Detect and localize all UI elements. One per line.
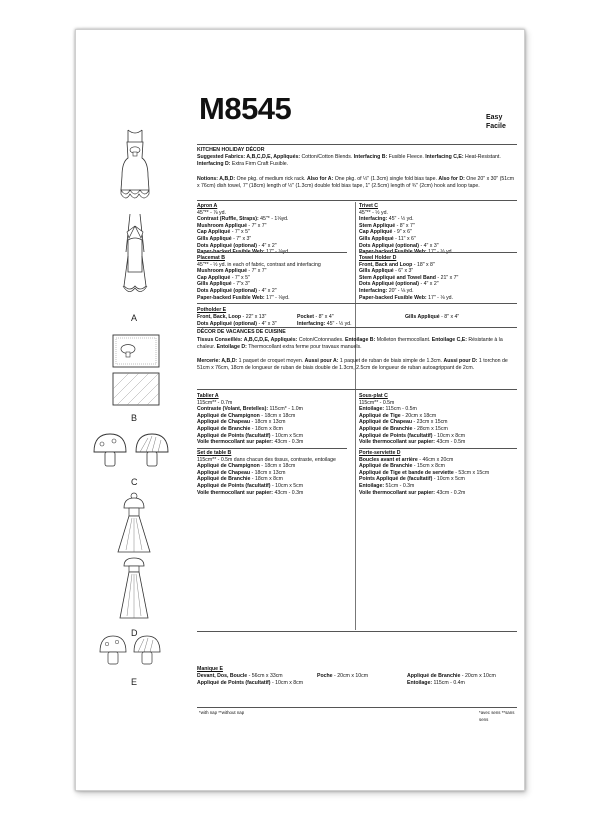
fr-title: DÉCOR DE VACANCES DE CUISINE bbox=[197, 329, 286, 335]
requirement-row bbox=[359, 463, 509, 470]
value-text: 1 paquet de ruban de biais simple de 1.3cm. bbox=[338, 358, 444, 364]
value-text: 115cm - 0.5m bbox=[384, 406, 417, 413]
bold-label: Entoilage: bbox=[407, 679, 433, 686]
value-text: 45" - ½ yd. bbox=[387, 216, 414, 223]
requirement-row bbox=[359, 288, 509, 295]
requirement-row bbox=[359, 295, 509, 302]
requirement-row bbox=[197, 439, 347, 446]
divider bbox=[197, 448, 347, 449]
value-text: - 10cm x 5cm bbox=[270, 482, 304, 489]
requirement-row bbox=[197, 470, 347, 477]
value-text: - 10cm x 5cm bbox=[432, 476, 465, 483]
bold-label: Notions: A,B,D: bbox=[197, 176, 236, 182]
value-text: - 8" x 7" bbox=[395, 222, 415, 229]
difficulty-fr: Facile bbox=[486, 123, 506, 130]
en-title: KITCHEN HOLIDAY DÉCOR bbox=[197, 147, 265, 153]
view-drawings bbox=[76, 30, 188, 790]
divider bbox=[197, 631, 517, 632]
bold-label: Appliqué de Points (facultatif) bbox=[197, 432, 271, 439]
bold-label: Appliqué de Points (facultatif) bbox=[359, 432, 433, 439]
divider bbox=[197, 389, 517, 390]
requirement-row bbox=[359, 490, 509, 497]
divider bbox=[359, 252, 517, 253]
fr-fabrics bbox=[197, 337, 517, 350]
value-text: - 8" x 4" bbox=[439, 314, 460, 320]
value-text: - 7" x 7" bbox=[246, 222, 267, 229]
divider bbox=[197, 252, 347, 253]
value-text: 45"* - 1⅛yd. bbox=[258, 216, 289, 223]
apron-back-drawing bbox=[118, 212, 152, 307]
value-text: 115cm* - 1.0m bbox=[268, 406, 303, 413]
en-apron: Apron A 45"** - ⅞ yd. Contrast (Ruffle, Straps): 45"* - 1⅛yd. Mushroom Appliqué - 7" x 7" Cap Appliqué - 7" x 5" Gills Appliqué - 7" x 3" Dots Appliqué (optional) - 4" x 2" Paper-backed Fusible Web: 17" - ⅛yd. bbox=[197, 203, 347, 256]
bold-label: Gills Appliqué bbox=[197, 281, 232, 288]
bold-label: Gills Appliqué bbox=[405, 314, 440, 320]
fr-set-de-table: Set de table B 115cm** - 0.5m dans chacun des tissus, contraste, entoilage Appliqué de Champignon - 18cm x 18cm Appliqué de Chapeau - 18cm x 13cm Appliqué de Branchie - 18cm x 8cm Appliqué de Points (facultatif) - 10cm x 5cm Voile thermocollant sur papier: 43cm - 0.3m bbox=[197, 450, 347, 496]
bold-label: Boucles avant et arrière bbox=[359, 456, 418, 463]
bold-label: Interfacing: bbox=[297, 320, 326, 327]
value-text: 17" - ⅛yd. bbox=[264, 294, 290, 301]
bold-label: Suggested Fabrics: A,B,C,D,E, Appliqués: bbox=[197, 154, 301, 160]
requirement-row bbox=[359, 268, 509, 275]
bold-label: Interfacing: bbox=[359, 287, 388, 294]
bold-label: Voile thermocollant sur papier: bbox=[197, 439, 274, 446]
value-text: - 20cm x 10cm bbox=[332, 673, 369, 679]
bold-label: Appliqué de Branchie bbox=[359, 425, 413, 432]
bold-label: Appliqué de Tige et bande de serviette bbox=[359, 469, 454, 476]
fr-porte-serviette: Porte-serviette D Boucles avant et arrière - 46cm x 20cm Appliqué de Branchie - 15cm x 8cm Appliqué de Tige et bande de serviette - 53cm x 15cm Points Appliqué de (facultatif) - 10cm x 5cm Entoilage: 51cm - 0.3m Voile thermocollant sur papier: 43cm - 0.2m bbox=[359, 450, 509, 496]
trivet-drawing bbox=[90, 432, 174, 476]
bold-label: Interfacing C,E: bbox=[425, 154, 464, 160]
value-text: - 46cm x 20cm bbox=[417, 456, 454, 463]
bold-label: Appliqué de Champignon bbox=[197, 412, 260, 419]
value-text: 43cm - 0.2m bbox=[435, 489, 466, 496]
en-placemat: Placemat B 45"** - ½ yd. in each of fabric, contrast and interfacing Mushroom Appliqué - 7" x 7" Cap Appliqué - 7" x 5" Gills Appliqué - 7"x 3" Dots Appliqué (optional) - 4" x 2" Paper-backed Fusible Web: 17" - ⅛yd. bbox=[197, 255, 347, 301]
requirement-row bbox=[359, 439, 509, 446]
requirement-row bbox=[407, 680, 557, 687]
bold-label: Interfacing B: bbox=[353, 154, 388, 160]
view-letter-e: E bbox=[131, 677, 138, 687]
bold-label: Aussi pour D: bbox=[443, 358, 478, 364]
value-text: One pkg. of ½" (1.3cm) single fold bias tape. bbox=[333, 176, 439, 182]
requirement-row bbox=[197, 236, 347, 243]
potholder-drawing bbox=[98, 634, 164, 672]
value-text: - 22" x 13" bbox=[241, 314, 267, 320]
value-text: - 6" x 3" bbox=[393, 268, 414, 275]
bold-label: Dots Appliqué (optional) bbox=[359, 242, 420, 249]
bold-label: Appliqué de Branchie bbox=[359, 463, 413, 470]
bold-label: Contraste (Volant, Bretelles): bbox=[197, 406, 269, 413]
difficulty-en: Easy bbox=[486, 114, 503, 121]
requirement-row bbox=[359, 216, 509, 223]
value-text: - 7" x 3" bbox=[231, 235, 252, 242]
value-text: - 18cm x 18cm bbox=[259, 412, 296, 419]
bold-label: Appliqué de Points (facultatif) bbox=[197, 679, 271, 686]
value-text: One pkg. of medium rick rack. bbox=[235, 176, 307, 182]
fr-sous-plat: Sous-plat C 115cm** - 0.5m Entoilage: 115cm - 0.5m Appliqué de Tige - 20cm x 18cm Appliqué de Chapeau - 23cm x 15cm Appliqué de Branchie - 28cm x 15cm Appliqué de Points (facultatif) - 10cm x 8cm Voile thermocollant sur papier: 43cm - 0.5m bbox=[359, 393, 509, 446]
requirement-row bbox=[359, 243, 509, 250]
value-text: - 18cm x 8cm bbox=[250, 476, 283, 483]
bold-label: Gills Appliqué bbox=[359, 235, 394, 242]
placemat-drawing bbox=[111, 333, 161, 409]
requirement-row bbox=[359, 229, 509, 236]
bold-label: Dots Appliqué (optional) bbox=[197, 242, 258, 249]
value-text: Thermocollant extra ferme pour travaux manuels. bbox=[246, 343, 362, 350]
requirement-row bbox=[197, 268, 347, 275]
bold-label: Paper-backed Fusible Web: bbox=[197, 249, 265, 256]
value-text: 1 torchon de 51cm x 76cm, 18cm de longueur de ruban de biais double de 1.3cm, 2.5cm de longueur de ruban autoagrippant de 2cm. bbox=[197, 358, 508, 371]
en-potholder: Potholder E Front, Back, Loop - 22" x 13" Dots Appliqué (optional) - 4" x 3" Pocket - 8" x 4" Interfacing: 45" - ½ yd. Gills Appliqué - 8" x 4" bbox=[197, 307, 517, 314]
requirement-row bbox=[197, 426, 347, 433]
requirement-row bbox=[359, 426, 509, 433]
divider bbox=[197, 200, 517, 201]
value-text: - 11" x 6" bbox=[393, 235, 416, 242]
value-text: 20" - ⅛ yd. bbox=[387, 287, 414, 294]
bold-label: Tissus Conseillés: A,B,C,D,E, Appliqués: bbox=[197, 337, 298, 343]
value-text: - 18cm x 13cm bbox=[250, 419, 286, 426]
bold-label: Appliqué de Champignon bbox=[197, 463, 260, 470]
requirement-row bbox=[359, 413, 509, 420]
difficulty-label bbox=[486, 113, 506, 131]
bold-label: Also for D: bbox=[438, 176, 465, 182]
view-letter-d: D bbox=[131, 628, 138, 638]
value-text: - 7" x 5" bbox=[230, 229, 250, 236]
requirement-row bbox=[359, 483, 509, 490]
footnote-en: *with nap **without nap bbox=[199, 710, 245, 715]
bold-label: Dots Appliqué (optional) bbox=[197, 320, 258, 327]
bold-label: Entoilage C,E: bbox=[431, 337, 467, 343]
value-text: Extra Firm Craft Fusible. bbox=[230, 160, 289, 167]
bold-label: Mushroom Appliqué bbox=[197, 268, 247, 275]
requirement-row bbox=[197, 476, 347, 483]
value-text: 45"** - ½ yd. in each of fabric, contrast and interfacing bbox=[197, 261, 321, 268]
value-text: 17" - ⅛yd. bbox=[264, 249, 290, 256]
value-text: - 4" x 2" bbox=[257, 287, 277, 294]
value-text: Résistante à la chaleur. bbox=[197, 337, 503, 350]
value-text: - 28cm x 15cm bbox=[412, 425, 448, 432]
requirement-row bbox=[359, 275, 509, 282]
value-text: - 18cm x 13cm bbox=[250, 469, 286, 476]
value-text: Cotton/Cotton Blends. bbox=[300, 154, 354, 160]
requirement-row bbox=[359, 406, 509, 413]
requirement-row bbox=[197, 275, 347, 282]
view-letter-a: A bbox=[131, 313, 138, 323]
value-text: - 10cm x 5cm bbox=[270, 432, 304, 439]
bold-label: Paper-backed Fusible Web: bbox=[359, 294, 427, 301]
bold-label: Voile thermocollant sur papier: bbox=[359, 489, 436, 496]
pattern-envelope-back bbox=[75, 29, 525, 791]
value-text: - 18" x 8" bbox=[412, 261, 435, 268]
value-text: 17" - ⅓ yd. bbox=[426, 249, 454, 256]
bold-label: Appliqué de Branchie bbox=[407, 673, 461, 679]
requirement-row bbox=[197, 463, 347, 470]
divider bbox=[197, 303, 517, 304]
value-text: - 4" x 2" bbox=[419, 281, 439, 288]
bold-label: Points Appliqué de (facultatif) bbox=[359, 476, 433, 483]
value-text: 43cm - 0.5m bbox=[435, 439, 466, 446]
value-text: - 10cm x 8cm bbox=[270, 679, 304, 686]
bold-label: Devant, Dos, Boucle bbox=[197, 673, 248, 679]
pattern-number: M8545 bbox=[199, 91, 292, 126]
divider bbox=[197, 707, 517, 708]
requirement-row bbox=[359, 262, 509, 269]
requirement-row bbox=[197, 295, 347, 302]
value-text: - 10cm x 8cm bbox=[432, 432, 466, 439]
requirement-row bbox=[197, 400, 347, 407]
bold-label: Appliqué de Chapeau bbox=[197, 469, 251, 476]
value-text: 43cm - 0.3m bbox=[273, 439, 304, 446]
divider bbox=[197, 144, 517, 145]
requirement-row bbox=[197, 419, 347, 426]
bold-label: Contrast (Ruffle, Straps): bbox=[197, 216, 259, 223]
value-text: 51cm - 0.3m bbox=[384, 482, 415, 489]
requirement-row bbox=[197, 262, 347, 269]
bold-label: Entoilage D: bbox=[216, 343, 247, 350]
requirement-row bbox=[197, 413, 347, 420]
value-text: - 18cm x 8cm bbox=[250, 425, 283, 432]
bold-label: Aussi pour A: bbox=[304, 358, 339, 364]
bold-label: Dots Appliqué (optional) bbox=[197, 287, 258, 294]
bold-label: Interfacing D: bbox=[197, 160, 231, 167]
en-trivet: Trivet C 45"** - ½ yd. Interfacing: 45" - ½ yd. Stem Appliqué - 8" x 7" Cap Appliqué - 9" x 6" Gills Appliqué - 11" x 6" Dots Appliqué (optional) - 4" x 3" Paper-backed Fusible Web: 17" - ⅓ yd. bbox=[359, 203, 509, 256]
bold-label: Interfacing: bbox=[359, 216, 388, 223]
bold-label: Paper-backed Fusible Web: bbox=[197, 294, 265, 301]
value-text: - 4" x 3" bbox=[419, 242, 439, 249]
requirement-row bbox=[359, 476, 509, 483]
requirement-row bbox=[197, 288, 347, 295]
en-notions bbox=[197, 176, 517, 189]
value-text: - 20cm x 10cm bbox=[460, 673, 496, 679]
requirement-row bbox=[197, 680, 347, 687]
value-text: - 21" x 7" bbox=[435, 274, 459, 281]
column-divider bbox=[355, 202, 356, 408]
requirement-row bbox=[407, 673, 557, 680]
bold-label: Voile thermocollant sur papier: bbox=[197, 489, 274, 496]
requirement-row bbox=[359, 419, 509, 426]
requirement-row bbox=[197, 223, 347, 230]
value-text: Coton/Cotonnades. bbox=[297, 337, 345, 343]
bold-label: Paper-backed Fusible Web: bbox=[359, 249, 427, 256]
bold-label: Also for A: bbox=[306, 176, 334, 182]
view-letter-b: B bbox=[131, 413, 138, 423]
footnote-fr: *avec sens **sans sens bbox=[479, 710, 515, 722]
requirement-row bbox=[359, 470, 509, 477]
bold-label: Front, Back and Loop bbox=[359, 261, 413, 268]
value-text: - 9" x 6" bbox=[392, 229, 412, 236]
bold-label: Dots Appliqué (optional) bbox=[359, 281, 420, 288]
bold-label: Stem Appliqué bbox=[359, 222, 396, 229]
value-text: - 23cm x 15cm bbox=[412, 419, 448, 426]
value-text: 17" - ⅛ yd. bbox=[426, 294, 454, 301]
requirement-row bbox=[197, 243, 347, 250]
requirement-row bbox=[197, 216, 347, 223]
requirement-row bbox=[197, 483, 347, 490]
value-text: 115cm - 0.4m bbox=[432, 679, 465, 686]
requirement-row bbox=[197, 406, 347, 413]
value-text: 45"** - ⅞ yd. bbox=[197, 209, 226, 216]
requirement-row bbox=[359, 223, 509, 230]
requirement-row bbox=[197, 433, 347, 440]
bold-label: Appliqué de Branchie bbox=[197, 476, 251, 483]
en-towel-holder: Towel Holder D Front, Back and Loop - 18" x 8" Gills Appliqué - 6" x 3" Stem Appliqué and Towel Band - 21" x 7" Dots Appliqué (optional) - 4" x 2" Interfacing: 20" - ⅛ yd. Paper-backed Fusible Web: 17" - ⅛ yd. bbox=[359, 255, 509, 301]
bold-label: Appliqué de Chapeau bbox=[197, 419, 251, 426]
bold-label: Entoilage: bbox=[359, 406, 385, 413]
value-text: 45"** - ½ yd. bbox=[359, 209, 388, 216]
bold-label: Cap Appliqué bbox=[197, 274, 231, 281]
requirement-row bbox=[359, 457, 509, 464]
value-text: - 53cm x 15cm bbox=[453, 469, 490, 476]
value-text: 45" - ½ yd. bbox=[325, 320, 352, 327]
fr-notions bbox=[197, 358, 517, 371]
bold-label: Cap Appliqué bbox=[197, 229, 231, 236]
value-text: - 56cm x 33cm bbox=[247, 673, 283, 679]
value-text: Heat-Resistant. bbox=[463, 154, 501, 160]
requirement-row bbox=[197, 210, 347, 217]
value-text: 115cm** - 0.5m dans chacun des tissus, contraste, entoilage bbox=[197, 456, 336, 463]
bold-label: Appliqué de Tige bbox=[359, 412, 401, 419]
bold-label: Front, Back, Loop bbox=[197, 314, 242, 320]
value-text: One 20" x 30" (51cm x 76cm) dish towel, 7" (18cm) length of ½" (1.3cm) double fold bias tape, 1" (2.5cm) length of ¾" (2cm) hook and loop tape. bbox=[197, 176, 515, 189]
value-text: - 15cm x 8cm bbox=[412, 463, 445, 470]
value-text: 1 paquet de croquet moyen. bbox=[237, 358, 305, 364]
value-text: 43cm - 0.3m bbox=[273, 489, 304, 496]
divider bbox=[359, 448, 517, 449]
bold-label: Stem Appliqué and Towel Band bbox=[359, 274, 436, 281]
requirement-row bbox=[197, 490, 347, 497]
bold-label: Entoilage: bbox=[359, 482, 385, 489]
requirement-row bbox=[197, 281, 347, 288]
value-text: Fusible Fleece. bbox=[387, 154, 426, 160]
requirement-row bbox=[359, 400, 509, 407]
bold-label: Appliqué de Branchie bbox=[197, 425, 251, 432]
value-text: 115cm** - 0.5m bbox=[359, 399, 395, 406]
fr-manique: Manique E Devant, Dos, Boucle - 56cm x 33cm Appliqué de Points (facultatif) - 10cm x 8cm Poche - 20cm x 10cm Appliqué de Branchie - 20cm x 10cm Entoilage: 115cm - 0.4m bbox=[197, 666, 517, 673]
bold-label: Appliqué de Chapeau bbox=[359, 419, 413, 426]
value-text: - 7" x 5" bbox=[230, 274, 250, 281]
value-text: - 7" x 7" bbox=[246, 268, 267, 275]
bold-label: Gills Appliqué bbox=[197, 235, 232, 242]
value-text: - 20cm x 18cm bbox=[400, 412, 437, 419]
requirement-row bbox=[197, 229, 347, 236]
requirement-row bbox=[197, 457, 347, 464]
value-text: Molleton thermocollant. bbox=[375, 337, 432, 343]
bold-label: Cap Appliqué bbox=[359, 229, 393, 236]
value-text: - 7"x 3" bbox=[231, 281, 250, 288]
requirement-row bbox=[359, 236, 509, 243]
apron-front-drawing bbox=[118, 128, 152, 210]
value-text: - 8" x 4" bbox=[314, 314, 334, 320]
column-divider bbox=[355, 390, 356, 630]
divider bbox=[197, 327, 517, 328]
view-letter-c: C bbox=[131, 477, 138, 487]
value-text: - 18cm x 18cm bbox=[259, 463, 296, 470]
bold-label: Appliqué de Points (facultatif) bbox=[197, 482, 271, 489]
towel-holder-drawing bbox=[112, 492, 156, 628]
bold-label: Entoilage B: bbox=[345, 337, 376, 343]
value-text: - 4" x 2" bbox=[257, 242, 277, 249]
bold-label: Pocket bbox=[297, 314, 315, 320]
requirement-row bbox=[405, 314, 555, 321]
bold-label: Mercerie: A,B,D: bbox=[197, 358, 238, 364]
value-text: 115cm** - 0.7m bbox=[197, 399, 233, 406]
value-text: - 4" x 3" bbox=[257, 320, 277, 327]
bold-label: Gills Appliqué bbox=[359, 268, 394, 275]
bold-label: Poche bbox=[317, 673, 333, 679]
bold-label: Mushroom Appliqué bbox=[197, 222, 247, 229]
requirement-row bbox=[359, 281, 509, 288]
fr-tablier: Tablier A 115cm** - 0.7m Contraste (Volant, Bretelles): 115cm* - 1.0m Appliqué de Champignon - 18cm x 18cm Appliqué de Chapeau - 18cm x 13cm Appliqué de Branchie - 18cm x 8cm Appliqué de Points (facultatif) - 10cm x 5cm Voile thermocollant sur papier: 43cm - 0.3m bbox=[197, 393, 347, 446]
en-fabrics bbox=[197, 154, 517, 167]
requirement-row bbox=[359, 433, 509, 440]
bold-label: Voile thermocollant sur papier: bbox=[359, 439, 436, 446]
